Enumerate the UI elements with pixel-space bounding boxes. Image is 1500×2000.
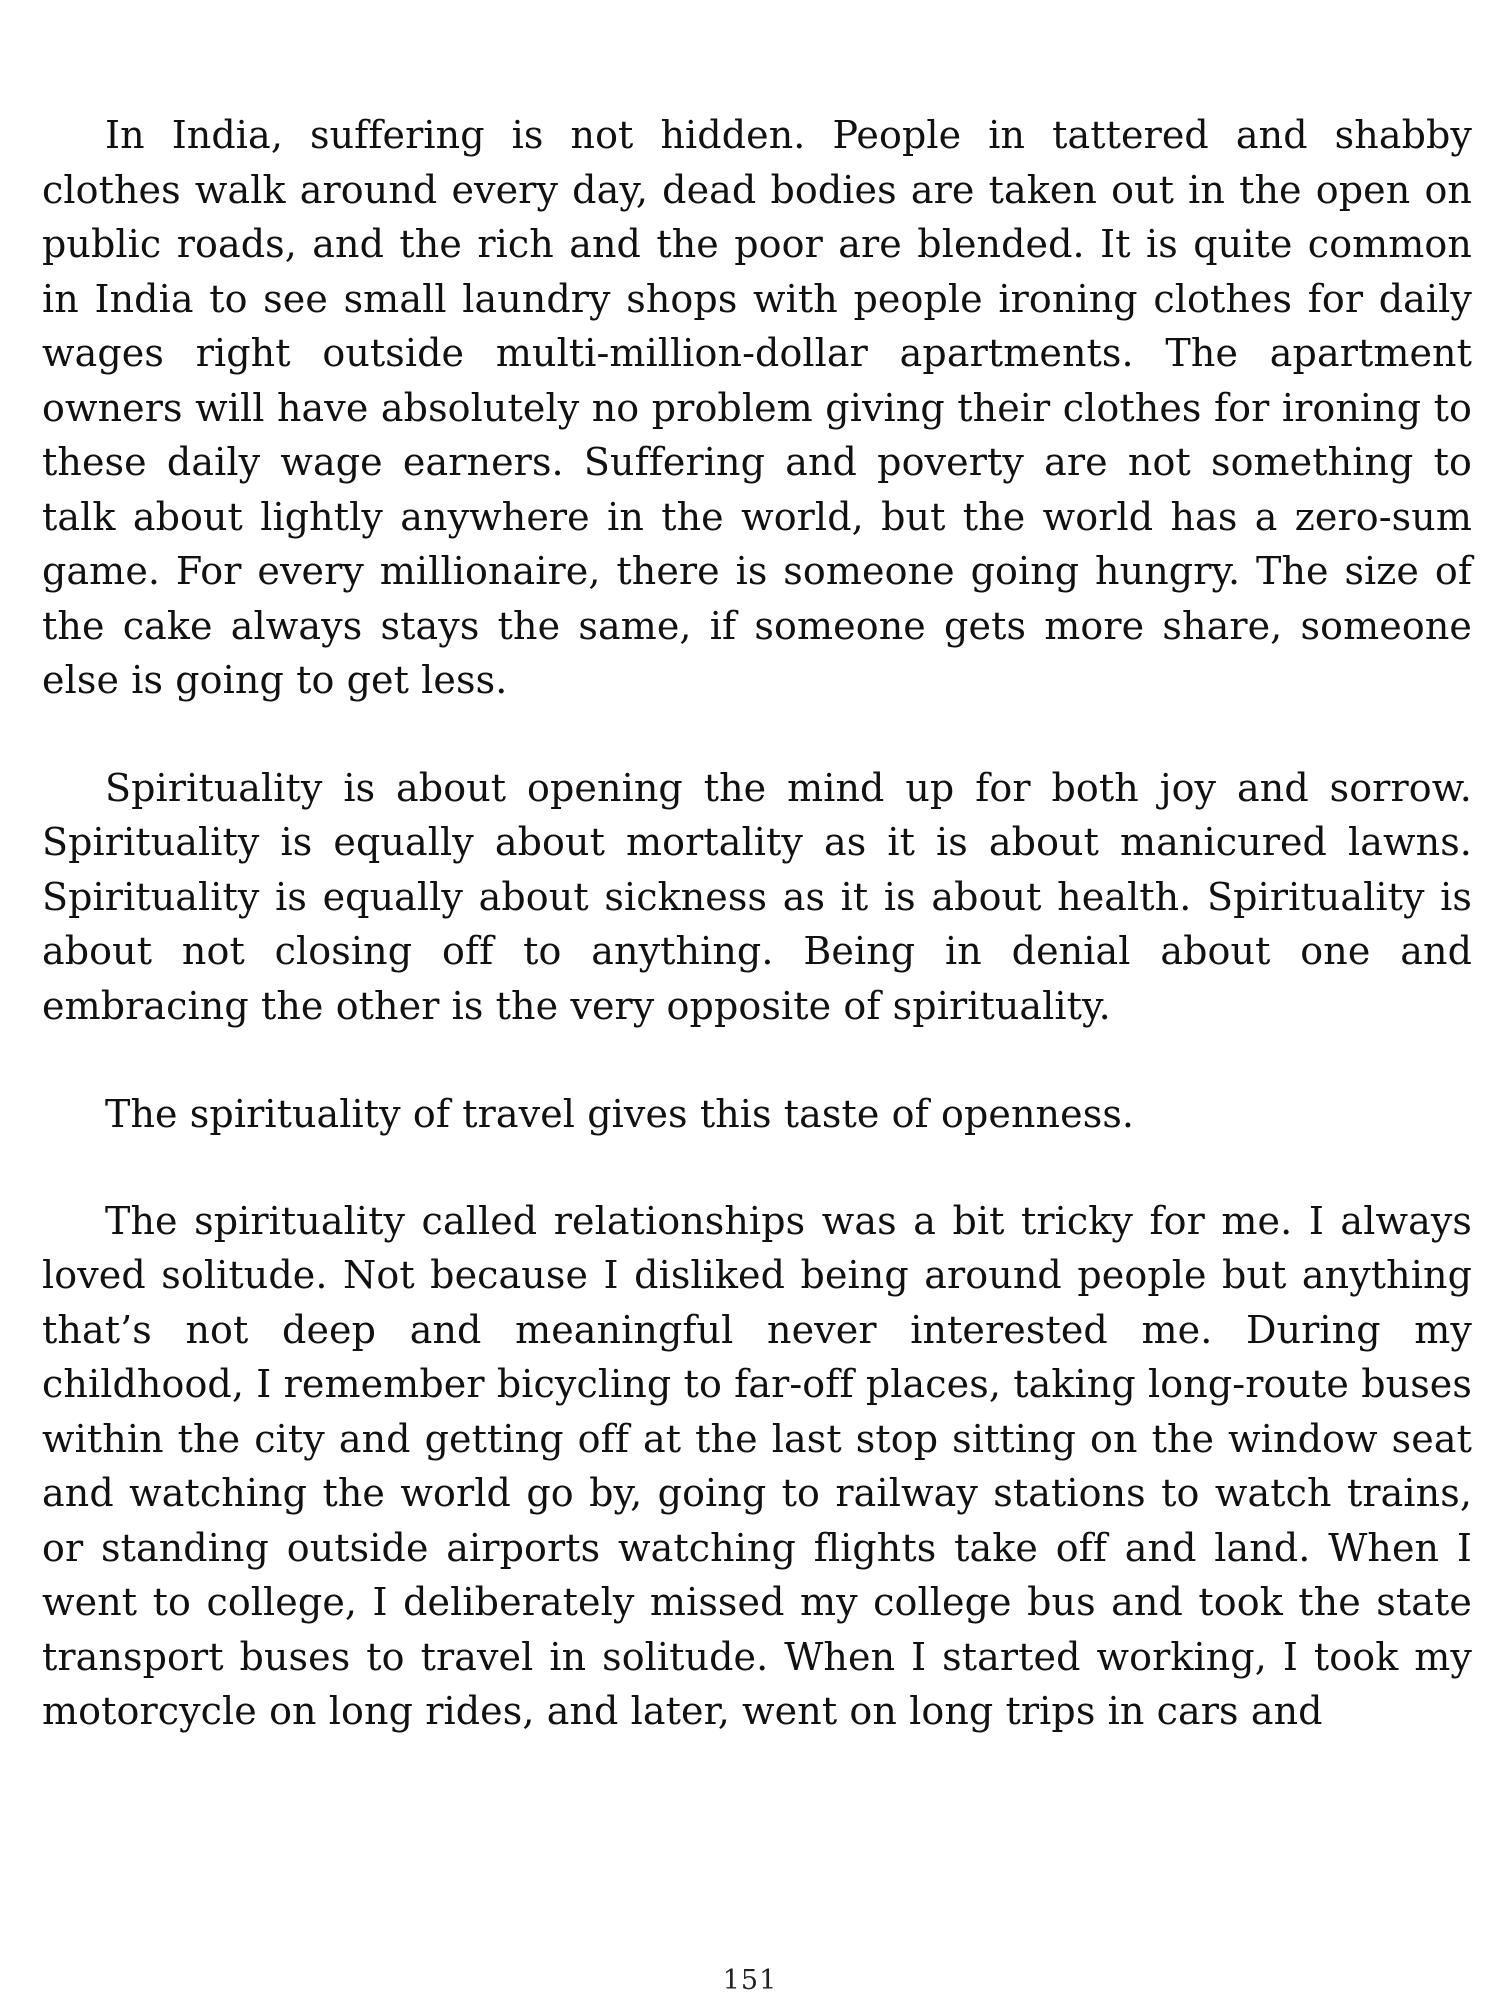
page-number: 151 <box>722 1965 778 1996</box>
paragraph-travel-openness: The spirituality of travel gives this taste of openness. <box>105 1092 1135 1136</box>
paragraph-india-suffering: In India, suffering is not hidden. People in tattered and shabby clothes walk around every day, dead bodies are taken out in the open on public roads, and the rich and the poor are blended. It is quite common in India to see small laundry shops with people ironing clothes for daily wages right outside multi-million-dollar apartments. The apartment owners will have absolutely no problem giving their clothes for ironing to these daily wage earners. Suffering and poverty are not something to talk about lightly anywhere in the world, but the world has a zero-sum game. For every millionaire, there is someone going hungry. The size of the cake always stays the same, if someone gets more share, someone else is going to get less. <box>42 113 1472 702</box>
paragraph-relationships-solitude: The spirituality called relationships was a bit tricky for me. I always loved solitude. Not because I disliked being around people but anything that’s not deep and meaningful never interested me. During my childhood, I remember bicycling to far-off places, taking long-route buses within the city and getting off at the last stop sitting on the window seat and watching the world go by, going to railway stations to watch trains, or standing outside airports watching flights take off and land. When I went to college, I deliberately missed my college bus and took the state transport buses to travel in solitude. When I started working, I took my motorcycle on long rides, and later, went on long trips in cars and <box>42 1198 1472 1733</box>
paragraph-spirituality-openness: Spirituality is about opening the mind up for both joy and sorrow. Spirituality is equally about mortality as it is about manicured lawns. Spirituality is equally about sickness as it is about health. Spirituality is about not closing off to anything. Being in denial about one and embracing the other is the very opposite of spirituality. <box>42 765 1472 1028</box>
book-page <box>42 108 1472 1938</box>
